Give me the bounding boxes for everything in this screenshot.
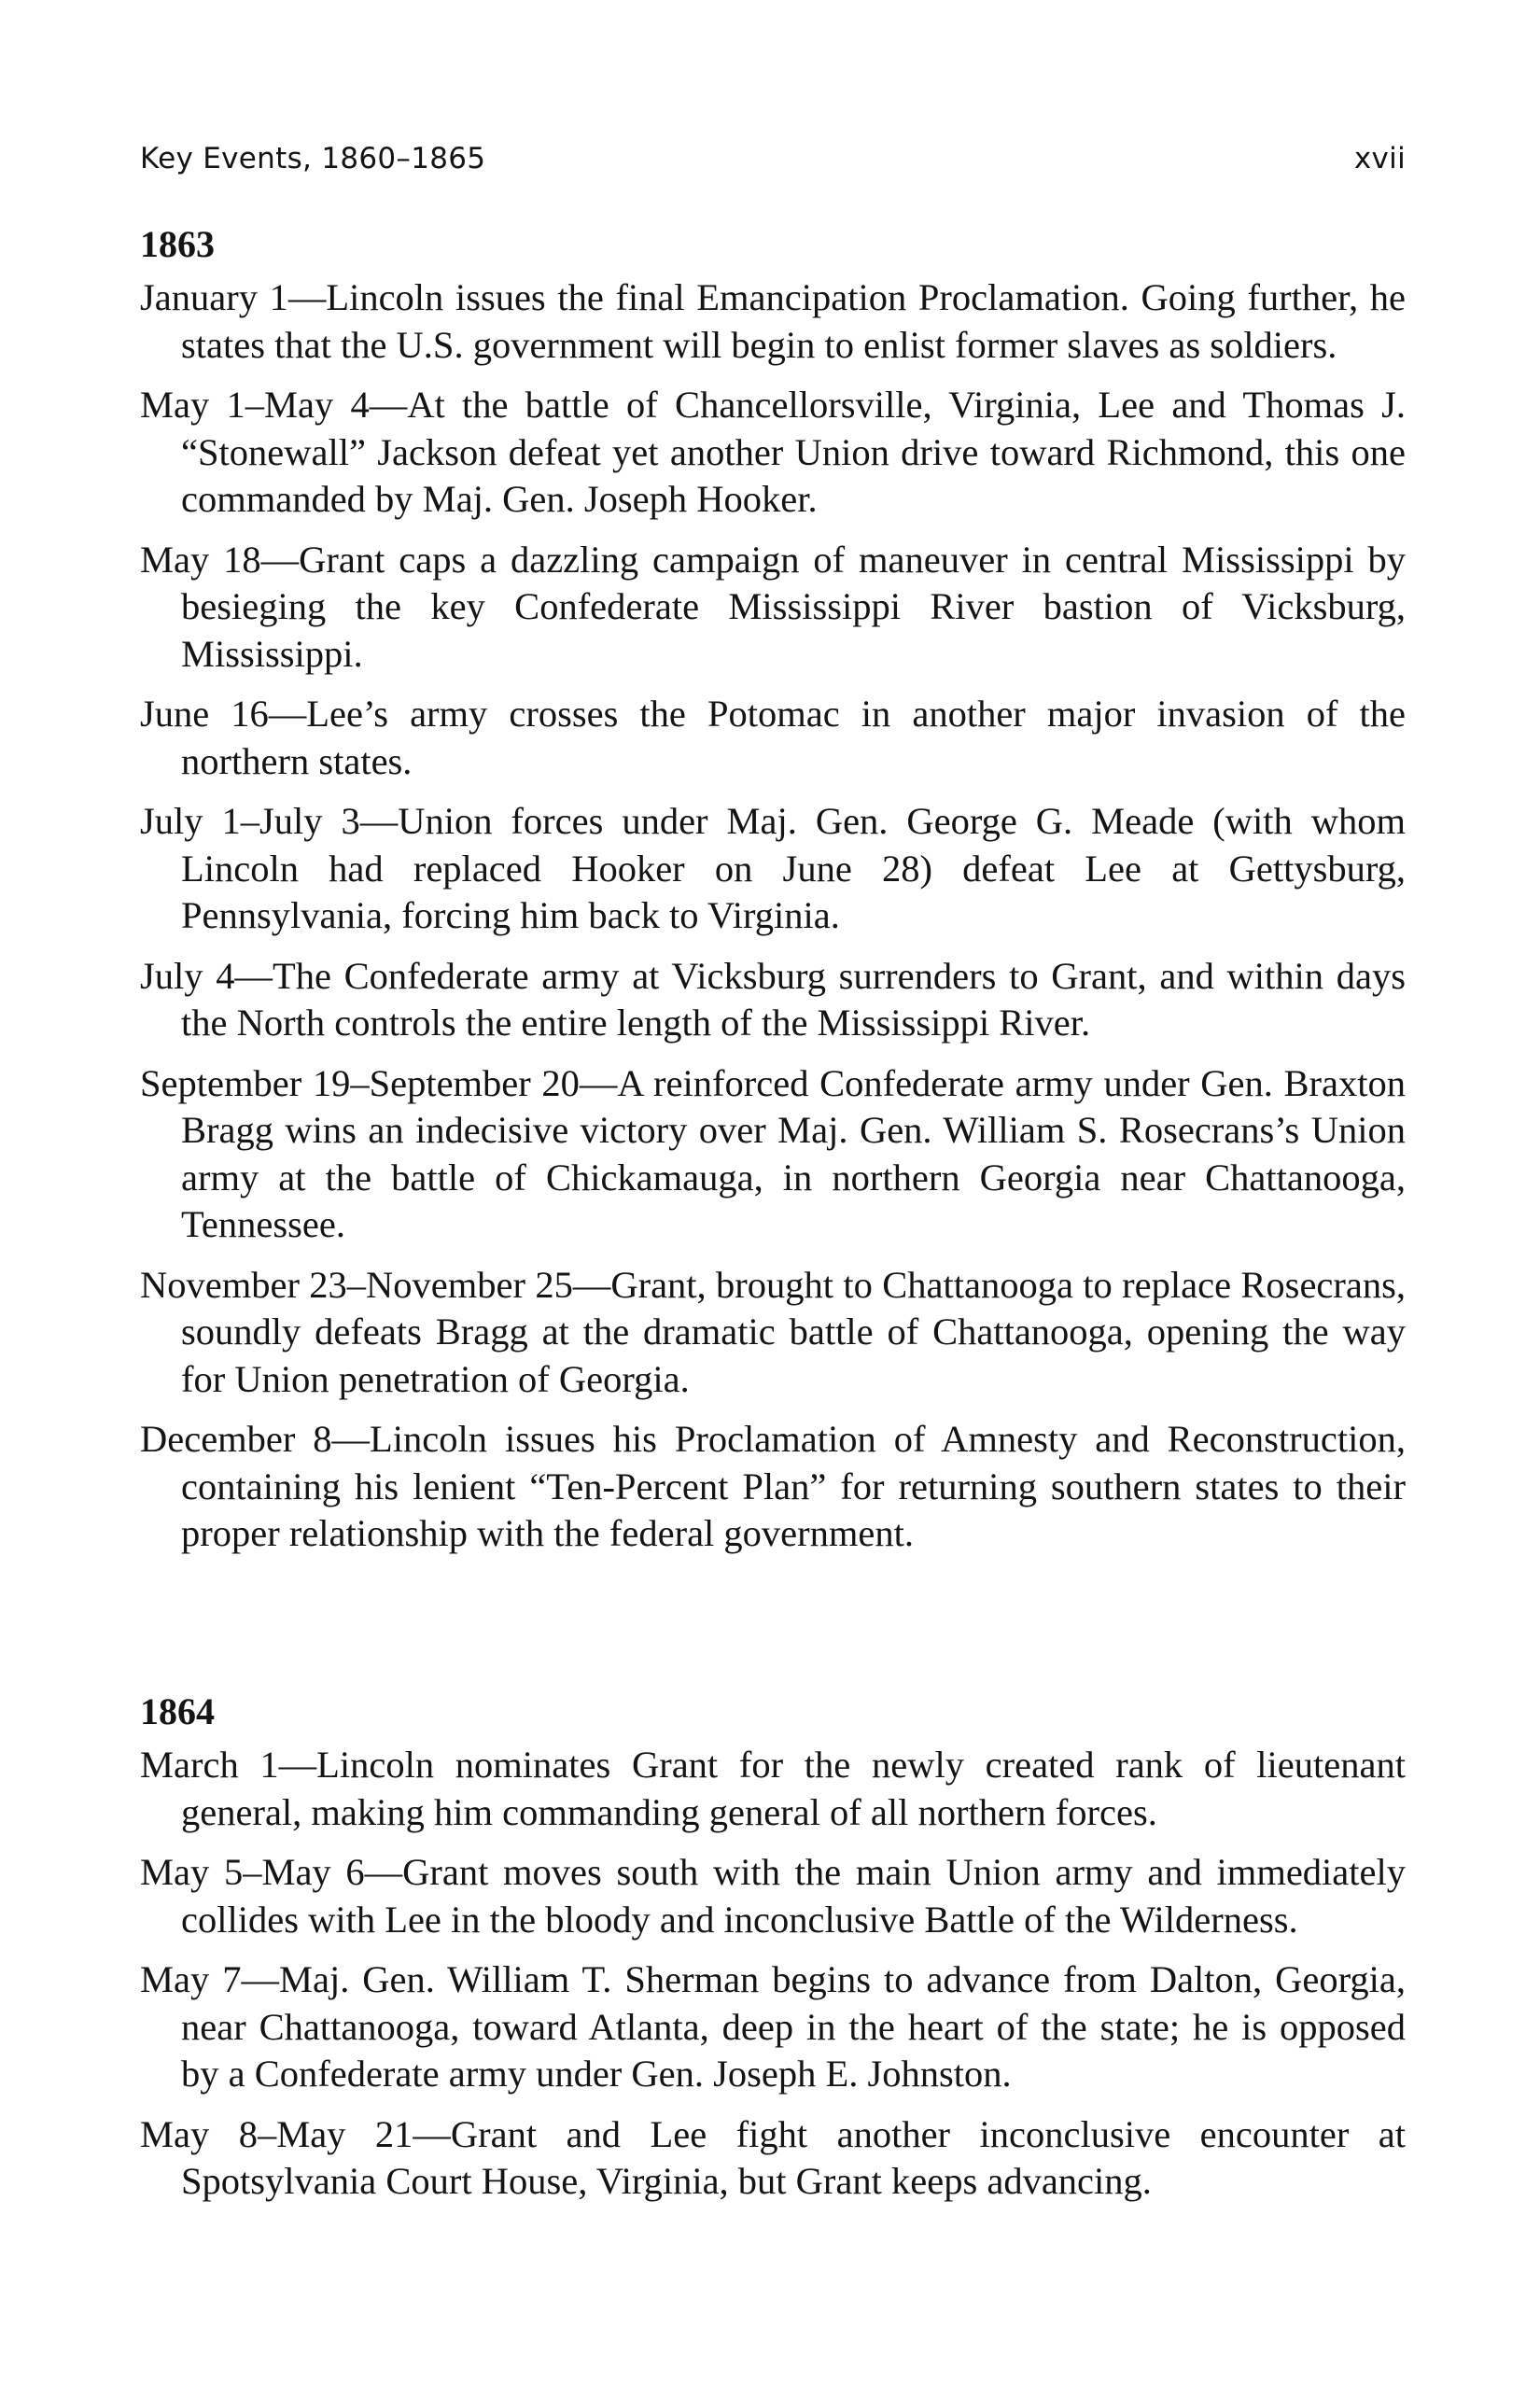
event-entry: May 8–May 21—Grant and Lee fight another inconclusive encounter at Spotsylvania Court House, Virginia, but Grant keeps advancing. (140, 2112, 1406, 2202)
event-entry: May 18—Grant caps a dazzling campaign of maneuver in central Mississippi by besieging the key Confederate Mississippi River bastion of Vicksburg, Mississippi. (140, 538, 1406, 675)
running-head (140, 140, 1406, 177)
event-entry: May 7—Maj. Gen. William T. Sherman begins to advance from Dalton, Georgia, near Chattanooga, toward Atlanta, deep in the heart of the state; he is opposed by a Confederate army under Gen. Joseph E. Johnston. (140, 1958, 1406, 2095)
event-entry: May 5–May 6—Grant moves south with the main Union army and immediately collides with Lee in the bloody and inconclusive Battle of the Wilderness. (140, 1851, 1406, 1941)
event-entry: January 1—Lincoln issues the final Emancipation Proclamation. Going further, he states that the U.S. government will begin to enlist former slaves as soldiers. (140, 276, 1406, 366)
page-number: xvii (1353, 142, 1406, 175)
chapter-title: Key Events, 1860–1865 (140, 142, 486, 175)
event-entry: November 23–November 25—Grant, brought to Chattanooga to replace Rosecrans, soundly defeats Bragg at the dramatic battle of Chattanooga, opening the way for Union penetration of Georgia. (140, 1263, 1406, 1400)
section-year-heading: 1863 (140, 223, 215, 265)
event-entry: May 1–May 4—At the battle of Chancellorsville, Virginia, Lee and Thomas J. “Stonewall” Jackson defeat yet another Union drive toward Richmond, this one commanded by Maj. Gen. Joseph Hooker. (140, 384, 1406, 520)
event-entry: July 1–July 3—Union forces under Maj. Gen. George G. Meade (with whom Lincoln had replaced Hooker on June 28) defeat Lee at Gettysburg, Pennsylvania, forcing him back to Virginia. (140, 800, 1406, 936)
event-entry: June 16—Lee’s army crosses the Potomac in another major invasion of the northern states. (140, 693, 1406, 782)
section-1864 (140, 1689, 1406, 2219)
event-entry: September 19–September 20—A reinforced Confederate army under Gen. Braxton Bragg wins an indecisive victory over Maj. Gen. William S. Rosecrans’s Union army at the battle of Chickamauga, in northern Georgia near Chattanooga, Tennessee. (140, 1061, 1406, 1245)
event-entry: July 4—The Confederate army at Vicksburg surrenders to Grant, and within days the North controls the entire length of the Mississippi River. (140, 954, 1406, 1044)
event-entry: December 8—Lincoln issues his Proclamation of Amnesty and Reconstruction, containing his lenient “Ten-Percent Plan” for returning southern states to their proper relationship with the federal government. (140, 1418, 1406, 1554)
event-entry: March 1—Lincoln nominates Grant for the newly created rank of lieutenant general, making him commanding general of all northern forces. (140, 1744, 1406, 1833)
section-year-heading: 1864 (140, 1690, 215, 1732)
section-1863 (140, 222, 1406, 1571)
